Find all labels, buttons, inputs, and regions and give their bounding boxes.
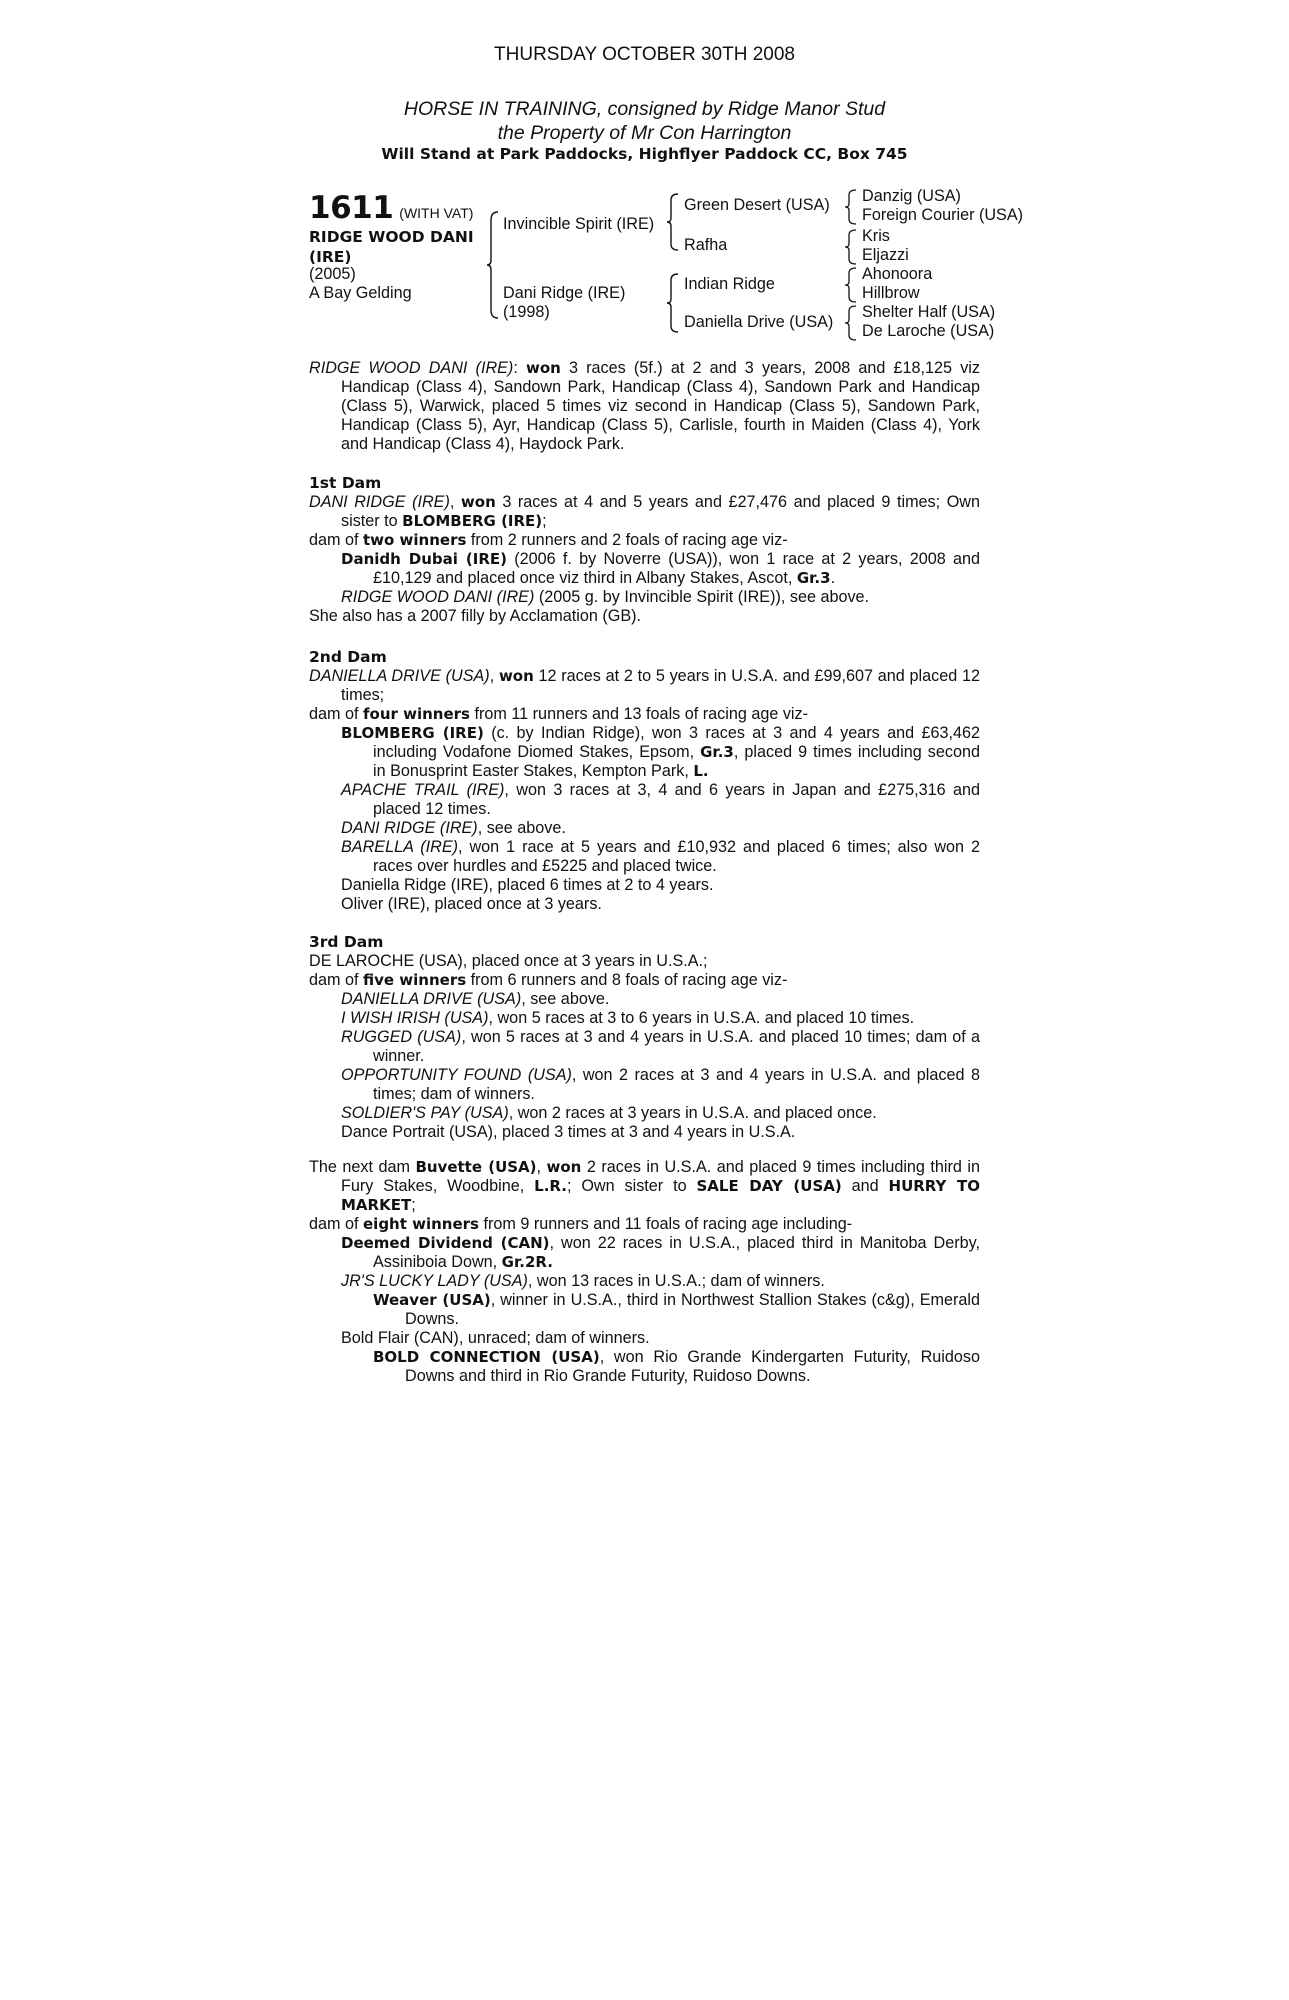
first-dam-winners: two winners bbox=[363, 531, 467, 549]
first-dam-text-end: ; bbox=[542, 512, 547, 530]
gg-8: De Laroche (USA) bbox=[862, 322, 995, 340]
second-dam-produce-3-name: DANI RIDGE (IRE) bbox=[341, 819, 478, 837]
location-line: Will Stand at Park Paddocks, Highflyer Paddock CC, Box 745 bbox=[381, 145, 908, 163]
lot-number-block bbox=[309, 190, 473, 226]
gg-4: Eljazzi bbox=[862, 246, 909, 264]
second-dam-damof: dam of bbox=[309, 705, 363, 723]
next-dam-produce-3-name: Weaver (USA) bbox=[373, 1291, 491, 1309]
consignment-line: HORSE IN TRAINING, consigned by Ridge Manor Stud bbox=[403, 98, 886, 120]
horse-description: A Bay Gelding bbox=[309, 284, 412, 302]
next-dam-lr: L.R. bbox=[534, 1177, 567, 1195]
horse-year: (2005) bbox=[309, 265, 356, 283]
sire-dam: Rafha bbox=[684, 236, 728, 254]
pedigree-brace-gg1 bbox=[844, 188, 858, 226]
first-dam-damof-rest: from 2 runners and 2 foals of racing age viz- bbox=[466, 531, 788, 549]
third-dam-heading: 3rd Dam bbox=[309, 933, 384, 951]
gg-3: Kris bbox=[862, 227, 890, 245]
sale-date: THURSDAY OCTOBER 30TH 2008 bbox=[494, 44, 795, 65]
pedigree-brace-sire bbox=[666, 192, 680, 252]
sire-sire: Green Desert (USA) bbox=[684, 196, 830, 214]
next-dam-and: and bbox=[841, 1177, 889, 1195]
second-dam-name: DANIELLA DRIVE (USA) bbox=[309, 667, 490, 685]
second-dam-produce-2-name: APACHE TRAIL (IRE) bbox=[341, 781, 505, 799]
next-dam-semi: ; bbox=[411, 1196, 416, 1214]
second-dam-produce-5: Daniella Ridge (IRE), placed 6 times at 2 to 4 years. bbox=[341, 876, 714, 894]
first-dam-produce-2-name: RIDGE WOOD DANI (IRE) bbox=[341, 588, 535, 606]
next-dam-intro: The next dam bbox=[309, 1158, 416, 1176]
dam-name: Dani Ridge (IRE) bbox=[503, 284, 626, 302]
summary-text: 3 races (5f.) at 2 and 3 years, 2008 and £18,125 viz Handicap (Class 4), Sandown Park, Handicap (Class 4), Sandown Park and Handicap (Class 5), Warwick, placed 5 times viz second in Handicap (Class 5), Sandown Park, Handicap (Class 5), Ayr, Handicap (Class 5), Carlisle, fourth in Maiden (Class 4), York and Handicap (Class 4), Haydock Park. bbox=[341, 359, 980, 453]
first-dam-produce-1-grade: Gr.3 bbox=[796, 569, 831, 587]
gg-7: Shelter Half (USA) bbox=[862, 303, 996, 321]
second-dam-won: won bbox=[498, 667, 534, 685]
next-dam-produce-5-text: , won Rio Grande Kindergarten Futurity, Ruidoso Downs and third in Rio Grande Futurity, Ruidoso Downs. bbox=[405, 1348, 980, 1385]
lot-number: 1611 bbox=[309, 190, 394, 226]
next-dam-produce-2-name: JR'S LUCKY LADY (USA) bbox=[341, 1272, 528, 1290]
second-dam-damof-rest: from 11 runners and 13 foals of racing age viz- bbox=[470, 705, 809, 723]
gg-1: Danzig (USA) bbox=[862, 187, 961, 205]
gg-5: Ahonoora bbox=[862, 265, 933, 283]
dam-dam: Daniella Drive (USA) bbox=[684, 313, 834, 331]
third-dam-produce-1-text: , see above. bbox=[521, 990, 610, 1008]
property-line: the Property of Mr Con Harrington bbox=[497, 122, 792, 144]
second-dam-winners: four winners bbox=[363, 705, 470, 723]
next-dam-produce-4: Bold Flair (CAN), unraced; dam of winners. bbox=[341, 1329, 650, 1347]
pedigree-brace-gg4 bbox=[844, 304, 858, 342]
third-dam-produce-2-name: I WISH IRISH (USA) bbox=[341, 1009, 489, 1027]
next-dam-damof: dam of bbox=[309, 1215, 363, 1233]
third-dam-produce-3-text: , won 5 races at 3 and 4 years in U.S.A. and placed 10 times; dam of a winner. bbox=[373, 1028, 980, 1065]
sire-name: Invincible Spirit (IRE) bbox=[503, 215, 655, 233]
third-dam-produce-4-text: , won 2 races at 3 and 4 years in U.S.A. and placed 8 times; dam of winners. bbox=[373, 1066, 980, 1103]
third-dam-section bbox=[309, 933, 980, 1142]
dam-year: (1998) bbox=[503, 303, 550, 321]
next-dam-sister-1: SALE DAY (USA) bbox=[696, 1177, 842, 1195]
third-dam-produce-4-name: OPPORTUNITY FOUND (USA) bbox=[341, 1066, 572, 1084]
horse-name bbox=[309, 227, 484, 267]
next-dam-damof-rest: from 9 runners and 11 foals of racing age including- bbox=[478, 1215, 853, 1233]
next-dam-text-b: ; Own sister to bbox=[566, 1177, 697, 1195]
pedigree-brace-dam bbox=[666, 272, 680, 334]
second-dam-produce-2-text: , won 3 races at 3, 4 and 6 years in Japan and £275,316 and placed 12 times. bbox=[373, 781, 980, 818]
second-dam-produce-3-text: , see above. bbox=[477, 819, 566, 837]
next-dam-produce-1-grade: Gr.2R. bbox=[501, 1253, 553, 1271]
third-dam-produce-6: Dance Portrait (USA), placed 3 times at 3 and 4 years in U.S.A. bbox=[341, 1123, 796, 1141]
next-dam-produce-1-text: , won 22 races in U.S.A., placed third in Manitoba Derby, Assiniboia Down, bbox=[373, 1234, 980, 1271]
pedigree-brace-main bbox=[486, 210, 500, 320]
first-dam-also: She also has a 2007 filly by Acclamation (GB). bbox=[309, 607, 642, 625]
horse-name-line2: (IRE) bbox=[309, 248, 352, 266]
first-dam-produce-1-end: . bbox=[830, 569, 836, 587]
first-dam-produce-2-text: (2005 g. by Invincible Spirit (IRE)), see above. bbox=[534, 588, 870, 606]
second-dam-text: 12 races at 2 to 5 years in U.S.A. and £99,607 and placed 12 times; bbox=[341, 667, 980, 704]
third-dam-produce-5-text: , won 2 races at 3 years in U.S.A. and placed once. bbox=[508, 1104, 877, 1122]
next-dam-produce-5-name: BOLD CONNECTION (USA) bbox=[373, 1348, 600, 1366]
pedigree-brace-gg3 bbox=[844, 266, 858, 304]
next-dam-text-a: 2 races in U.S.A. and placed 9 times including third in Fury Stakes, Woodbine, bbox=[341, 1158, 980, 1195]
second-dam-produce-1-name: BLOMBERG (IRE) bbox=[341, 724, 484, 742]
next-dam-produce-1-name: Deemed Dividend (CAN) bbox=[341, 1234, 550, 1252]
horse-name-line1: RIDGE WOOD DANI bbox=[309, 228, 474, 246]
first-dam-section: 1st Dam DANI RIDGE (IRE), won 3 races at 4 and 5 years and £27,476 and placed 9 times; Own sister to BLOMBERG (IRE); dam of two winners from 2 runners and 2 foals of racing age viz- Danidh Dubai (IRE) (2006 f. by Noverre (USA)), won 1 race at 2 years, 2008 and £10,129 and placed once viz third in Albany Stakes, Ascot, Gr.3. RIDGE WOOD DANI (IRE) (2005 g. by Invincible Spirit (IRE)), see above. She also has a 2007 filly by Acclamation (GB). bbox=[309, 474, 981, 625]
third-dam-produce-1-name: DANIELLA DRIVE (USA) bbox=[341, 990, 522, 1008]
first-dam-text: 3 races at 4 and 5 years and £27,476 and placed 9 times; Own sister to bbox=[341, 493, 981, 530]
first-dam-damof: dam of bbox=[309, 531, 363, 549]
pedigree-brace-gg2 bbox=[844, 228, 858, 266]
next-dam-name: Buvette (USA) bbox=[415, 1158, 537, 1176]
second-dam-produce-1-text: (c. by Indian Ridge), won 3 races at 3 and 4 years and £63,462 including Vodafone Diomed Stakes, Epsom, bbox=[373, 724, 980, 761]
next-dam-section bbox=[309, 1158, 980, 1386]
second-dam-produce-1-listed: L. bbox=[693, 762, 709, 780]
gg-6: Hillbrow bbox=[862, 284, 920, 302]
next-dam-won: won bbox=[546, 1158, 582, 1176]
second-dam-produce-4-text: , won 1 race at 5 years and £10,932 and placed 6 times; also won 2 races over hurdles and £5225 and placed twice. bbox=[373, 838, 980, 875]
next-dam-sister-2: HURRY TO MARKET bbox=[341, 1177, 980, 1214]
second-dam-produce-1-grade: Gr.3 bbox=[700, 743, 734, 761]
second-dam-produce-1-text2: , placed 9 times including second in Bonusprint Easter Stakes, Kempton Park, bbox=[373, 743, 980, 780]
gg-2: Foreign Courier (USA) bbox=[862, 206, 1024, 224]
second-dam-section: 2nd Dam DANIELLA DRIVE (USA), won 12 races at 2 to 5 years in U.S.A. and £99,607 and placed 12 times; dam of four winners from 11 runners and 13 foals of racing age viz- BLOMBERG (IRE) (c. by Indian Ridge), won 3 races at 3 and 4 years and £63,462 including Vodafone Diomed Stakes, Epsom, Gr.3, placed 9 times including second in Bonusprint Easter Stakes, Kempton Park, L. APACHE TRAIL (IRE), won 3 races at 3, 4 and 6 years in Japan and £275,316 and placed 12 times. DANI RIDGE (IRE), see above. BARELLA (IRE), won 1 race at 5 years and £10,932 and placed 6 times; also won 2 races over hurdles and £5225 and placed twice. Daniella Ridge (IRE), placed 6 times at 2 to 4 years. Oliver (IRE), placed once at 3 years. bbox=[309, 648, 980, 913]
race-summary: RIDGE WOOD DANI (IRE): won 3 races (5f.) at 2 and 3 years, 2008 and £18,125 viz Handicap (Class 4), Sandown Park, Handicap (Class 4), Sandown Park and Handicap (Class 5), Warwick, placed 5 times viz second in Handicap (Class 5), Sandown Park, Handicap (Class 5), Ayr, Handicap (Class 5), Carlisle, fourth in Maiden (Class 4), York and Handicap (Class 4), Haydock Park. bbox=[309, 359, 980, 453]
first-dam-sister: BLOMBERG (IRE) bbox=[402, 512, 543, 530]
vat-label: (WITH VAT) bbox=[399, 205, 474, 221]
third-dam-produce-2-text: , won 5 races at 3 to 6 years in U.S.A. and placed 10 times. bbox=[488, 1009, 915, 1027]
first-dam-heading: 1st Dam bbox=[309, 474, 382, 492]
third-dam-damof-rest: from 6 runners and 8 foals of racing age viz- bbox=[466, 971, 788, 989]
next-dam-produce-3-text: , winner in U.S.A., third in Northwest Stallion Stakes (c&g), Emerald Downs. bbox=[405, 1291, 981, 1328]
third-dam-produce-3-name: RUGGED (USA) bbox=[341, 1028, 462, 1046]
summary-won: won bbox=[525, 359, 561, 377]
summary-horse-name: RIDGE WOOD DANI (IRE) bbox=[309, 359, 514, 377]
dam-sire: Indian Ridge bbox=[684, 275, 775, 293]
first-dam-won: won bbox=[460, 493, 496, 511]
second-dam-produce-6: Oliver (IRE), placed once at 3 years. bbox=[341, 895, 602, 913]
first-dam-produce-1-text: (2006 f. by Noverre (USA)), won 1 race at 2 years, 2008 and £10,129 and placed once viz third in Albany Stakes, Ascot, bbox=[373, 550, 980, 587]
first-dam-name: DANI RIDGE (IRE) bbox=[309, 493, 450, 511]
third-dam-damof: dam of bbox=[309, 971, 363, 989]
first-dam-produce-1-name: Danidh Dubai (IRE) bbox=[341, 550, 507, 568]
third-dam-winners: five winners bbox=[363, 971, 467, 989]
second-dam-produce-4-name: BARELLA (IRE) bbox=[341, 838, 459, 856]
third-dam-produce-5-name: SOLDIER'S PAY (USA) bbox=[341, 1104, 509, 1122]
third-dam-line: DE LAROCHE (USA), placed once at 3 years in U.S.A.; bbox=[309, 952, 708, 970]
second-dam-heading: 2nd Dam bbox=[309, 648, 387, 666]
next-dam-winners: eight winners bbox=[363, 1215, 479, 1233]
next-dam-sep: , bbox=[536, 1158, 547, 1176]
next-dam-produce-2-text: , won 13 races in U.S.A.; dam of winners. bbox=[527, 1272, 825, 1290]
